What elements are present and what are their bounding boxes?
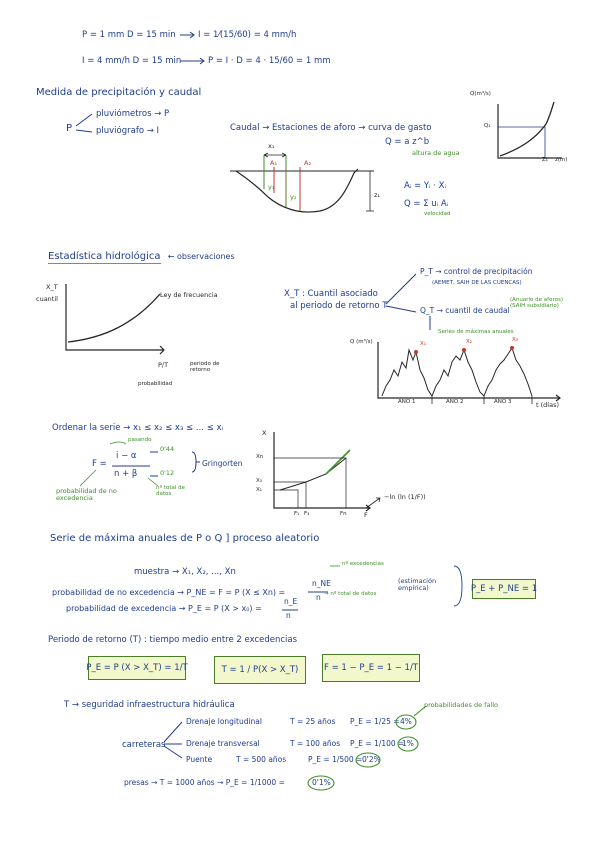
- row-2-t: T = 100 años: [290, 739, 341, 748]
- section-a2: A₂: [304, 159, 312, 167]
- row-1-pe: P_E = 1/25 =: [350, 717, 400, 726]
- section-y2: y₂: [290, 193, 297, 201]
- section-z1: z₁: [374, 191, 381, 199]
- xt-axis: X_T: [46, 283, 58, 291]
- beta-value: 0'12: [160, 469, 175, 477]
- row-1-t: T = 25 años: [290, 717, 336, 726]
- q-formula: Q = a z^b: [385, 137, 430, 147]
- gumbel-f1: F₁: [294, 511, 300, 517]
- section-a1: A₁: [270, 159, 278, 167]
- rating-x-axis: z(m): [555, 157, 568, 163]
- no-exc-note: nº excedencias: [342, 561, 384, 567]
- equation-2-right: P = I · D = 4 · 15/60 = 1 mm: [208, 56, 331, 66]
- gumbel-f3: F₃: [304, 511, 310, 517]
- altura-agua-note: altura de agua: [412, 149, 460, 157]
- box-pe-pne: P_E + P_NE = 1: [472, 579, 536, 599]
- row-3-pe: P_E = 1/500 =: [308, 755, 363, 764]
- qt-line: Q_T → cuantil de caudal: [420, 306, 510, 315]
- gumbel-x: F: [364, 511, 368, 519]
- muestra-line: muestra → X₁, X₂, ..., Xn: [134, 567, 236, 577]
- hydro-x-axis: t (días): [536, 401, 559, 409]
- pt-sub: (AEMET, SAIH DE LAS CUENCAS): [432, 280, 522, 286]
- velocidad-note: velocidad: [424, 211, 451, 217]
- estimacion-note: (estimación empírica): [398, 577, 437, 592]
- pluviometros: pluviómetros → P: [96, 109, 170, 119]
- rating-z1: Z₁: [542, 157, 548, 163]
- equation-1-right: I = 1⁄(15/60) = 4 mm/h: [198, 30, 297, 40]
- frac-e-den: n: [286, 611, 291, 620]
- series-max: Series de máximas anuales: [438, 329, 514, 335]
- gumbel-x3: X₃: [256, 478, 262, 484]
- frac-ne-den: n: [316, 593, 321, 602]
- observaciones-note: ← observaciones: [167, 252, 235, 261]
- prob-ex-line: probabilidad de excedencia → P_E = P (X > x₀) =: [66, 604, 262, 613]
- hydro-year-3: AÑO 3: [494, 399, 512, 405]
- gumbel-y: X: [262, 429, 267, 437]
- hydro-peak-1: X₁: [420, 341, 426, 347]
- frac-ne-num: n_NE: [312, 579, 331, 588]
- periodo-retorno-label: periodo de retorno: [190, 361, 220, 373]
- pt-line: P_T → control de precipitación: [420, 267, 533, 276]
- estadistica-heading: Estadística hidrológica: [48, 251, 161, 262]
- alpha-value: 0'44: [160, 445, 175, 453]
- gumbel-fn: Fn: [340, 511, 347, 517]
- row-3-pct: 0'2%: [362, 755, 381, 764]
- xt-line1: X_T : Cuantil asociado: [284, 289, 378, 299]
- row-2-pct: 1%: [402, 739, 414, 748]
- prob-no-exc: probabilidad de no excedencia: [56, 487, 117, 502]
- hydro-y-axis: Q (m³/s): [350, 339, 373, 345]
- pasando-note: pasando: [128, 437, 152, 443]
- rating-q1: Q₁: [484, 123, 491, 129]
- q-sum-formula: Q = Σ uᵢ Aᵢ: [404, 199, 449, 209]
- f-label: F =: [92, 459, 107, 469]
- gumbel-x1: X₁: [256, 487, 262, 493]
- box-pe: P_E = P (X > X_T) = 1/T: [88, 656, 186, 680]
- rating-y-axis: Q(m³/s): [470, 91, 491, 97]
- nt-note: → nº total de datos: [324, 591, 377, 597]
- row-1-label: Drenaje longitudinal: [186, 717, 262, 726]
- hydro-year-2: AÑO 2: [446, 399, 464, 405]
- frac-e-num: n_E: [284, 597, 298, 606]
- medida-heading: Medida de precipitación y caudal: [36, 87, 202, 98]
- equation-2-left: I = 4 mm/h D = 15 min: [82, 56, 182, 66]
- box-f: F = 1 − P_E = 1 − 1/T: [322, 654, 420, 682]
- caudal-line: Caudal → Estaciones de aforo → curva de gasto: [230, 123, 432, 133]
- presas-pct: 0'1%: [312, 778, 331, 787]
- pt-axis: P/T: [158, 361, 169, 369]
- section-y1: y₁: [268, 183, 275, 191]
- row-2-pe: P_E = 1/100 =: [350, 739, 405, 748]
- nt-datos: nº total de datos: [156, 485, 186, 497]
- ley-frecuencia: Ley de frecuencia: [160, 291, 218, 299]
- hydro-peak-3: X₃: [512, 337, 518, 343]
- gumbel-transform: −ln (ln (1/F)): [384, 493, 426, 501]
- cuantil-axis: cuantil: [36, 295, 58, 303]
- qt-note: (Anuario de aforos) (SAIH subsidiario): [510, 297, 563, 309]
- row-3-t: T = 500 años: [236, 755, 287, 764]
- hydro-year-1: AÑO 1: [398, 399, 416, 405]
- ai-formula: Aᵢ = Yᵢ · Xᵢ: [404, 181, 447, 191]
- gumbel-xn: Xn: [256, 454, 264, 460]
- row-1-pct: 4%: [400, 717, 412, 726]
- periodo-heading: Periodo de retorno (T) : tiempo medio entre 2 excedencias: [48, 635, 298, 645]
- f-numerator: i − α: [116, 451, 137, 461]
- presas-line: presas → T = 1000 años → P_E = 1/1000 =: [124, 778, 285, 787]
- prob-fallo-note: probabilidades de fallo: [424, 701, 499, 709]
- hydro-peak-2: X₂: [466, 339, 472, 345]
- gringorten: Gringorten: [202, 459, 243, 468]
- section-x1: x₁: [268, 142, 275, 150]
- seguridad-heading: T → seguridad infraestructura hidráulica: [64, 700, 235, 710]
- f-denominator: n + β: [114, 469, 138, 479]
- p-symbol: P: [66, 123, 73, 134]
- carreteras-label: carreteras: [122, 740, 166, 750]
- xt-line2: al periodo de retorno T: [290, 301, 388, 311]
- row-3-label: Puente: [186, 755, 213, 764]
- equation-1-left: P = 1 mm D = 15 min: [82, 30, 176, 40]
- serie-heading: Serie de máxima anuales de P o Q ] proceso aleatorio: [50, 533, 320, 544]
- ordenar-line: Ordenar la serie → x₁ ≤ x₂ ≤ x₃ ≤ ... ≤ xᵢ: [52, 423, 224, 433]
- row-2-label: Drenaje transversal: [186, 739, 260, 748]
- probabilidad-label: probabilidad: [138, 381, 173, 387]
- box-t: T = 1 / P(X > X_T): [214, 656, 306, 684]
- prob-no-line: probabilidad de no excedencia → P_NE = F = P (X ≤ Xn) =: [52, 588, 286, 597]
- pluviografo: pluviógrafo → I: [96, 126, 160, 136]
